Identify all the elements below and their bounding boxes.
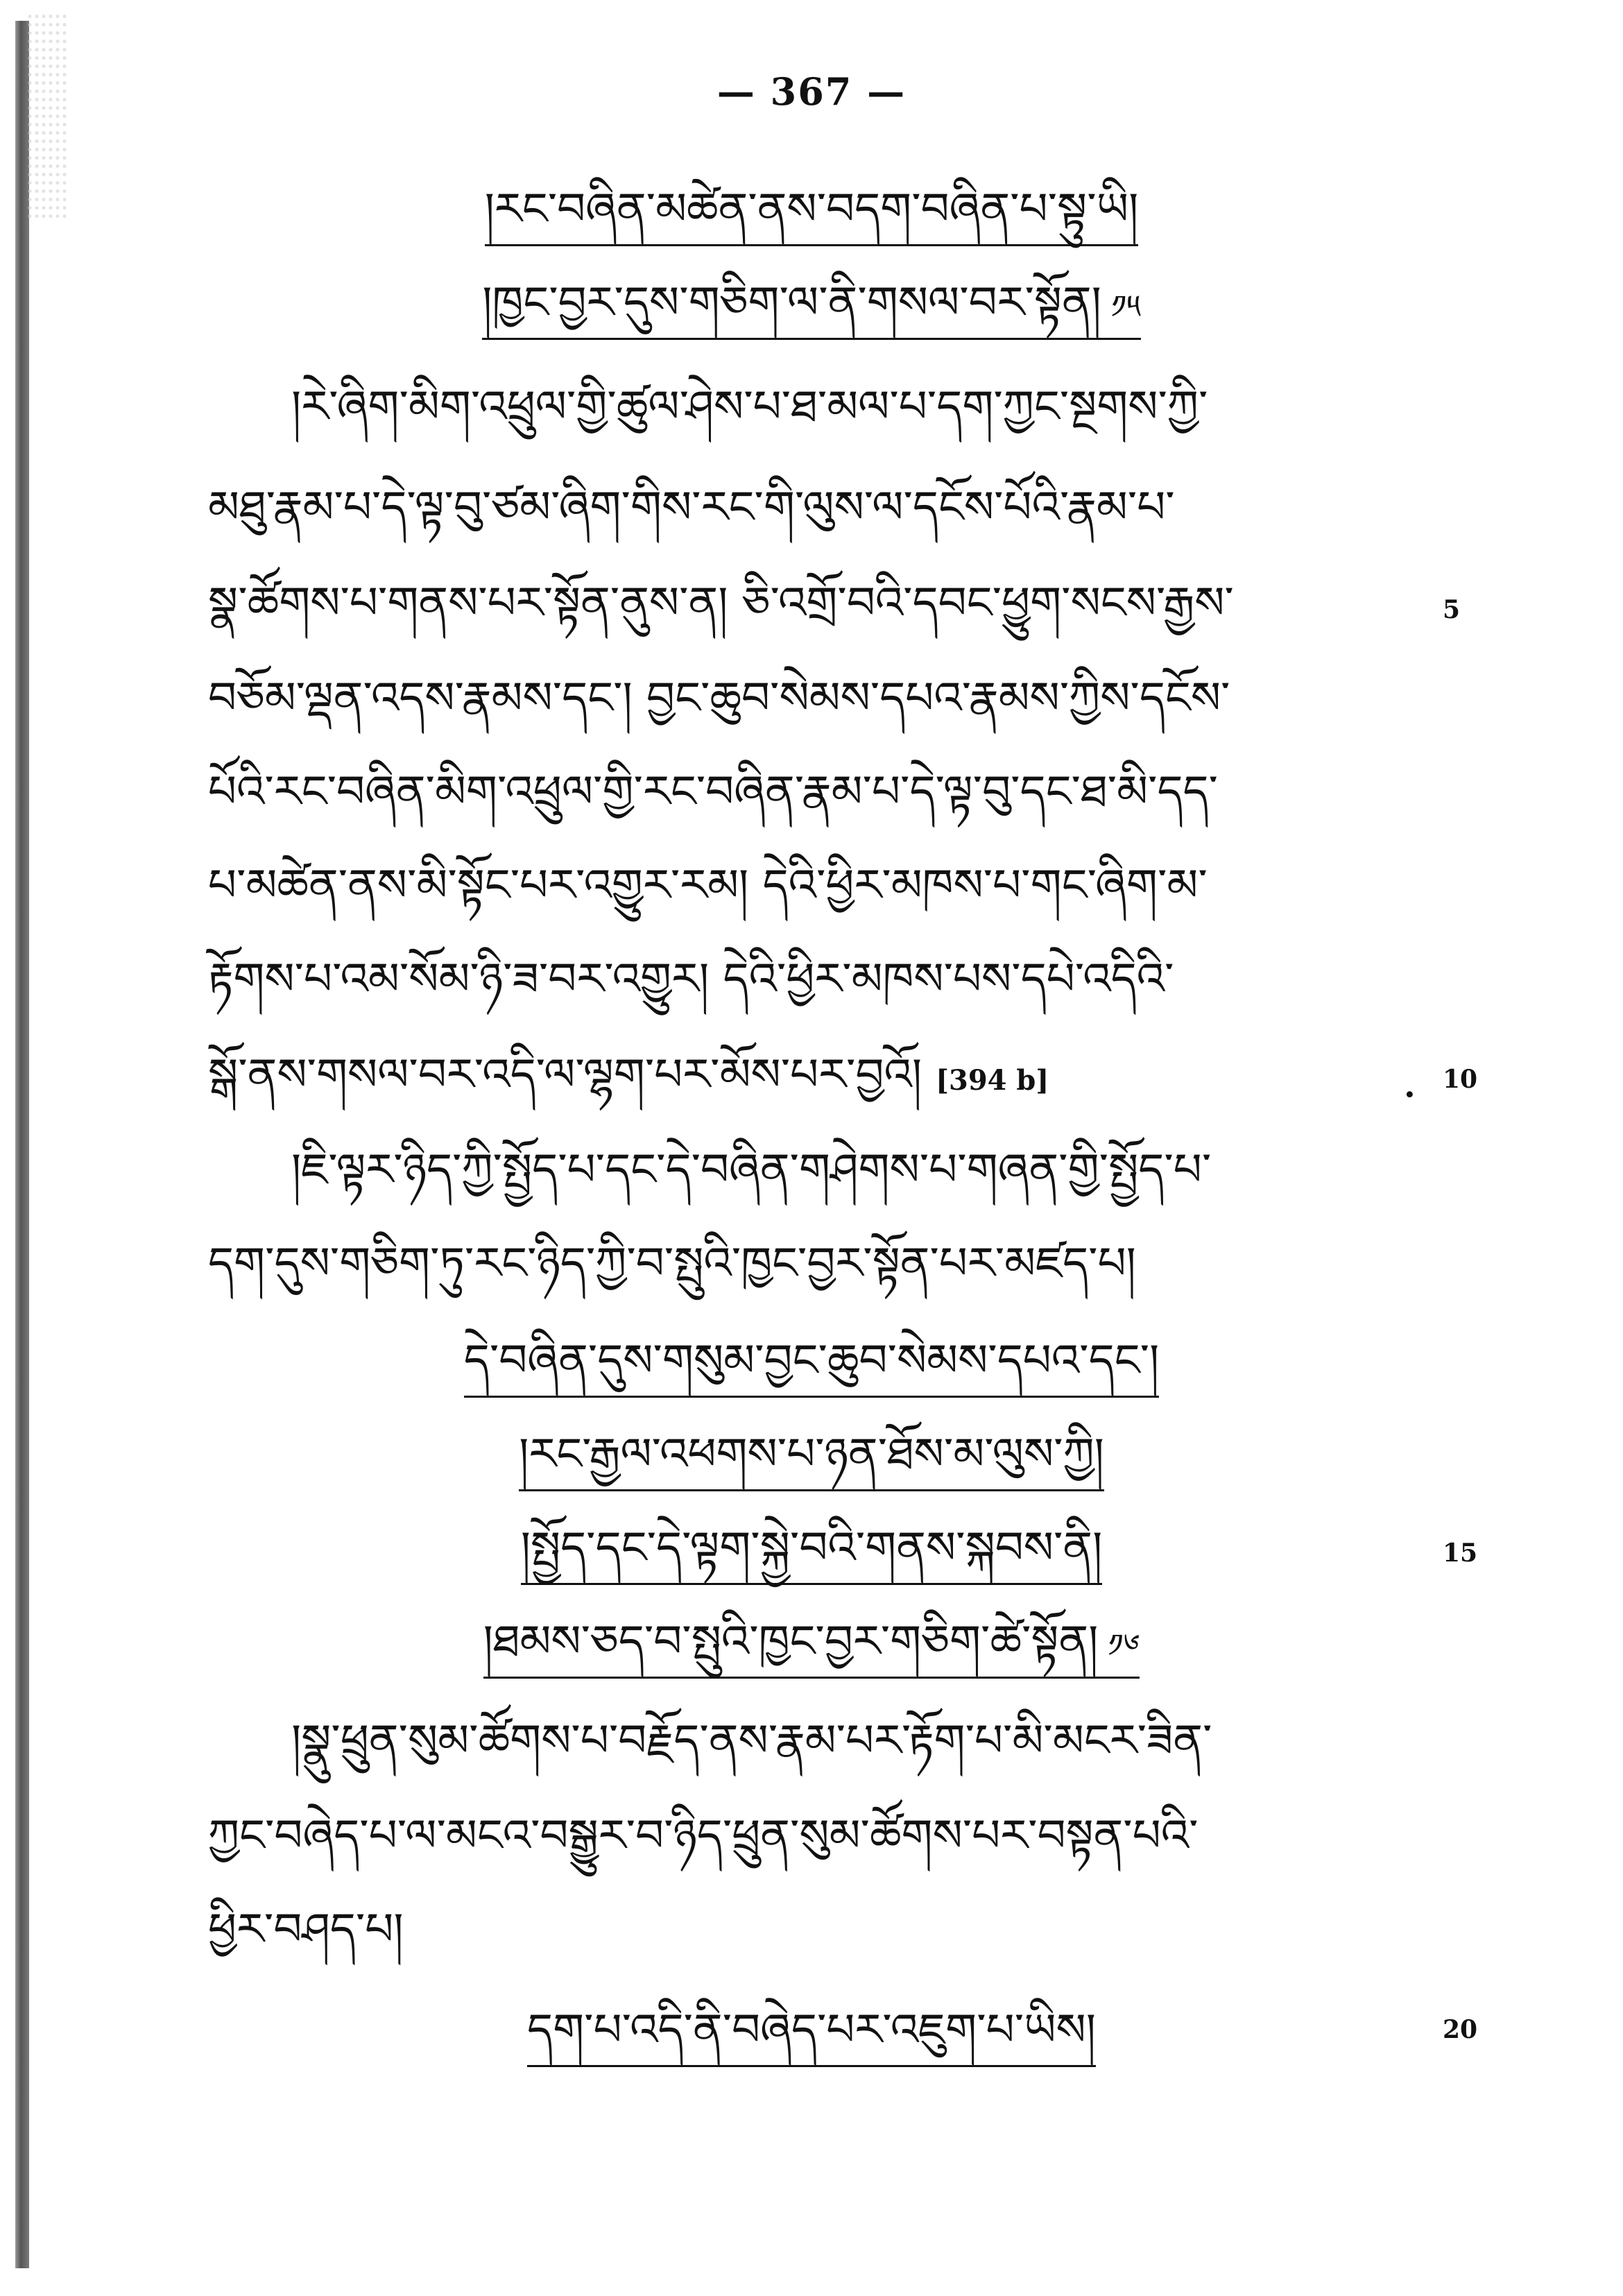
margin-line-number: 5 bbox=[1443, 595, 1461, 624]
verse-text: དེ་བཞིན་དུས་གསུམ་བྱང་ཆུབ་སེམས་དཔའ་དང་། bbox=[464, 1339, 1159, 1398]
prose-line: རྟོགས་པ་འམ་སོམ་ཉི་ཟ་བར་འགྱུར། དེའི་ཕྱིར་མཁས་པས་དཔེ་འདིའི་ bbox=[208, 954, 1174, 1005]
verse-line bbox=[0, 184, 1623, 246]
verse-line bbox=[0, 1523, 1623, 1585]
verse-line bbox=[0, 1616, 1623, 1679]
prose-line: །སྣུ་ཕྲུན་སུམ་ཚོགས་པ་བརྗོད་ནས་རྣམ་པར་རྟོག་པ་མི་མངར་ཟིན་ bbox=[291, 1715, 1212, 1767]
margin-line-number: 20 bbox=[1443, 2015, 1478, 2044]
prose-line: པོའི་རང་བཞིན་མིག་འཕྲུལ་གྱི་རང་བཞིན་རྣམ་པ་དེ་ལྟ་བུ་དང་ཐ་མི་དད་ bbox=[208, 766, 1218, 818]
verse-number: ༡༦ bbox=[1108, 1627, 1140, 1664]
verse-text: །རང་བཞིན་མཚེན་ནས་བདག་བཞིན་པ་སྟུ་ཡི། bbox=[485, 187, 1139, 246]
verse-text: །ཐམས་ཅད་བ་སྤུའི་ཁྱང་བྱར་གཅིག་ཚེ་སྟོན། bbox=[483, 1616, 1099, 1668]
margin-line-number: 15 bbox=[1443, 1539, 1478, 1568]
verse-line bbox=[0, 277, 1623, 340]
binding-edge bbox=[15, 21, 29, 2268]
prose-line: ཕྱིར་བཤད་པ། bbox=[208, 1904, 404, 1955]
prose-line: ཀྱང་བཞེད་པ་ལ་མངའ་བསྒྱུར་བ་ཉིད་ཕྲུན་སུམ་ཚོགས་པར་བསྟན་པའི་ bbox=[208, 1810, 1199, 1862]
verse-line bbox=[0, 1429, 1623, 1491]
folio-reference: [394 b] bbox=[936, 1064, 1049, 1097]
verse-line bbox=[0, 1335, 1623, 1398]
prose-line: པ་མཚེན་ནས་མི་སྟོང་པར་འགྱུར་རམ། དེའི་ཕྱིར་མཁས་པ་གང་ཞིག་མ་ bbox=[208, 860, 1208, 911]
margin-line-number: 10 bbox=[1443, 1065, 1478, 1094]
margin-dot: · bbox=[1404, 1075, 1416, 1114]
prose-line: །རེ་ཞིག་མིག་འཕྲུལ་གྱི་ཚུལ་ཤེས་པ་ཐ་མལ་པ་དག་ཀྱང་སྔགས་ཀྱི་ bbox=[291, 382, 1208, 433]
prose-line: བཅོམ་ལྡན་འདས་རྣམས་དང་། བྱང་ཆུབ་སེམས་དཔའ་རྣམས་ཀྱིས་དངོས་ bbox=[208, 673, 1230, 724]
verse-text: །རང་རྒྱལ་འཕགས་པ་ཉན་ཐོས་མ་ལུས་ཀྱི། bbox=[519, 1432, 1104, 1491]
prose-line: །ཇི་ལྟར་ཉིད་ཀྱི་སྤྱོད་པ་དང་དེ་བཞིན་གཤེགས་པ་གཞན་གྱི་སྤྱོད་པ་ bbox=[291, 1145, 1212, 1196]
verse-text: །ཁྱང་བྱར་དུས་གཅིག་ལ་ནི་གསལ་བར་སྟོན། bbox=[482, 277, 1101, 329]
prose-text: སྒོ་ནས་གསལ་བར་འདི་ལ་ལྷག་པར་མོས་པར་བྱའོ། bbox=[208, 1050, 922, 1101]
prose-line: དག་དུས་གཅིག་ཏུ་རང་ཉིད་ཀྱི་བ་སྤུའི་ཁྱང་བྱར་སྟོན་པར་མཛད་པ། bbox=[208, 1238, 1136, 1290]
prose-line: སྣ་ཚོགས་པ་གནས་པར་སྟོན་ནུས་ན། ཅི་འགྲོ་བའི་དབང་ཕྱུག་སངས་རྒྱས་ bbox=[208, 578, 1234, 629]
verse-text: དག་པ་འདི་ནི་བཞེད་པར་འཇུག་པ་ཡིས། bbox=[527, 2008, 1096, 2067]
verse-number: ༡༥ bbox=[1110, 288, 1141, 325]
prose-line: མཐུ་རྣམ་པ་དེ་ལྟ་བུ་ཙམ་ཞིག་གིས་རང་གི་ལུས་ལ་དངོས་པོའི་རྣམ་པ་ bbox=[208, 482, 1175, 533]
verse-line bbox=[0, 2005, 1623, 2067]
verse-text: །སྤྱོད་དང་དེ་ལྟག་སྐྱེ་བའི་གནས་སྐབས་ནི། bbox=[521, 1526, 1103, 1585]
prose-line bbox=[208, 1050, 1049, 1101]
page-number: — 367 — bbox=[716, 69, 907, 114]
